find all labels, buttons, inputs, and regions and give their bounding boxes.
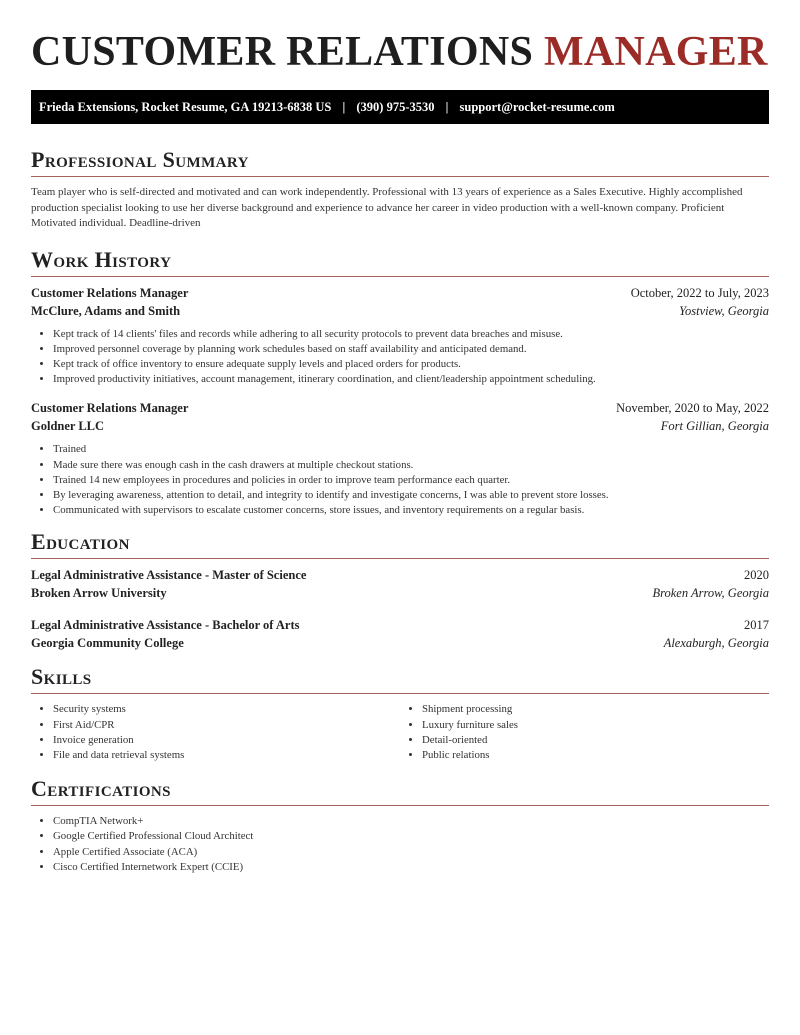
resume-title: [31, 28, 769, 76]
job-bullet: • Trained: [53, 442, 769, 457]
job-bullet: • Communicated with supervisors to escalate customer concerns, store issues, and inventory requirements on a regular basis.: [53, 503, 769, 518]
education-entry: [31, 568, 769, 601]
certifications-list: [31, 814, 769, 875]
skills-list-right: [400, 702, 769, 763]
school-location: Alexaburgh, Georgia: [663, 636, 769, 651]
skill-item: • File and data retrieval systems: [53, 748, 400, 763]
title-main: CUSTOMER RELATIONS: [31, 29, 534, 75]
title-accent: MANAGER: [543, 29, 768, 75]
certifications-heading: Certifications: [31, 775, 769, 806]
skills-columns: [31, 694, 769, 763]
contact-email[interactable]: support@rocket-resume.com: [459, 100, 615, 114]
job-company: Goldner LLC: [31, 419, 105, 434]
job-dates: October, 2022 to July, 2023: [630, 285, 769, 300]
skill-item: • Public relations: [422, 748, 769, 763]
skill-item: • Invoice generation: [53, 733, 400, 748]
job-bullet: • Kept track of office inventory to ensure adequate supply levels and placed orders for products.: [53, 357, 769, 372]
skill-item: • First Aid/CPR: [53, 718, 400, 733]
contact-separator: |: [445, 100, 449, 114]
job-bullet: • Kept track of 14 clients' files and records while adhering to all security protocols to prevent data breaches and misuse.: [53, 327, 769, 342]
contact-address: Frieda Extensions, Rocket Resume, GA 19213-6838 US: [39, 100, 332, 114]
education-year: 2017: [744, 618, 769, 633]
certification-item: • Cisco Certified Internetwork Expert (CCIE): [53, 860, 769, 875]
summary-heading: Professional Summary: [31, 146, 769, 177]
certification-item: • Google Certified Professional Cloud Architect: [53, 829, 769, 844]
skills-heading: Skills: [31, 663, 769, 694]
summary-text: Team player who is self-directed and motivated and can work independently. Professional with 13 years of experience as a Sales Executive. Highly accomplished production specialist looking to use her diverse background and experience to advance her career in video production with a well-known company. Proficient Motivated individual. Deadline-driven: [31, 186, 743, 229]
job-title: Customer Relations Manager: [31, 285, 189, 300]
skill-item: • Security systems: [53, 702, 400, 717]
education-heading: Education: [31, 528, 769, 559]
skill-item: • Luxury furniture sales: [422, 718, 769, 733]
school: Georgia Community College: [31, 636, 184, 651]
job-bullet: • By leveraging awareness, attention to detail, and integrity to identify and investigate concerns, I was able to prevent store losses.: [53, 488, 769, 503]
contact-phone[interactable]: (390) 975-3530: [356, 100, 435, 114]
work-history-heading: Work History: [31, 246, 769, 277]
skill-item: • Detail-oriented: [422, 733, 769, 748]
degree: Legal Administrative Assistance - Bachelor of Arts: [31, 618, 300, 633]
job-dates: November, 2020 to May, 2022: [616, 401, 769, 416]
degree: Legal Administrative Assistance - Master of Science: [31, 568, 307, 583]
job-bullet: • Improved productivity initiatives, account management, itinerary coordination, and client/leadership appointment scheduling.: [53, 372, 769, 387]
job-entry: [31, 401, 769, 518]
certification-item: • CompTIA Network+: [53, 814, 769, 829]
contact-separator: |: [342, 100, 346, 114]
job-bullet: • Improved personnel coverage by planning work schedules based on staff availability and anticipated demand.: [53, 342, 769, 357]
job-title: Customer Relations Manager: [31, 401, 189, 416]
skill-item: • Shipment processing: [422, 702, 769, 717]
job-location: Fort Gillian, Georgia: [660, 419, 769, 434]
job-location: Yostview, Georgia: [679, 303, 769, 318]
contact-bar: [31, 90, 769, 124]
job-bullets: [31, 327, 769, 388]
education-year: 2020: [744, 568, 769, 583]
job-bullet: • Made sure there was enough cash in the cash drawers at multiple checkout stations.: [53, 458, 769, 473]
skills-list-left: [31, 702, 400, 763]
job-company: McClure, Adams and Smith: [31, 303, 181, 318]
school: Broken Arrow University: [31, 586, 167, 601]
school-location: Broken Arrow, Georgia: [652, 586, 769, 601]
education-entry: [31, 618, 769, 651]
job-entry: [31, 286, 769, 388]
job-bullets: [31, 442, 769, 518]
certification-item: • Apple Certified Associate (ACA): [53, 845, 769, 860]
job-bullet: • Trained 14 new employees in procedures and policies in order to improve team performance each quarter.: [53, 473, 769, 488]
